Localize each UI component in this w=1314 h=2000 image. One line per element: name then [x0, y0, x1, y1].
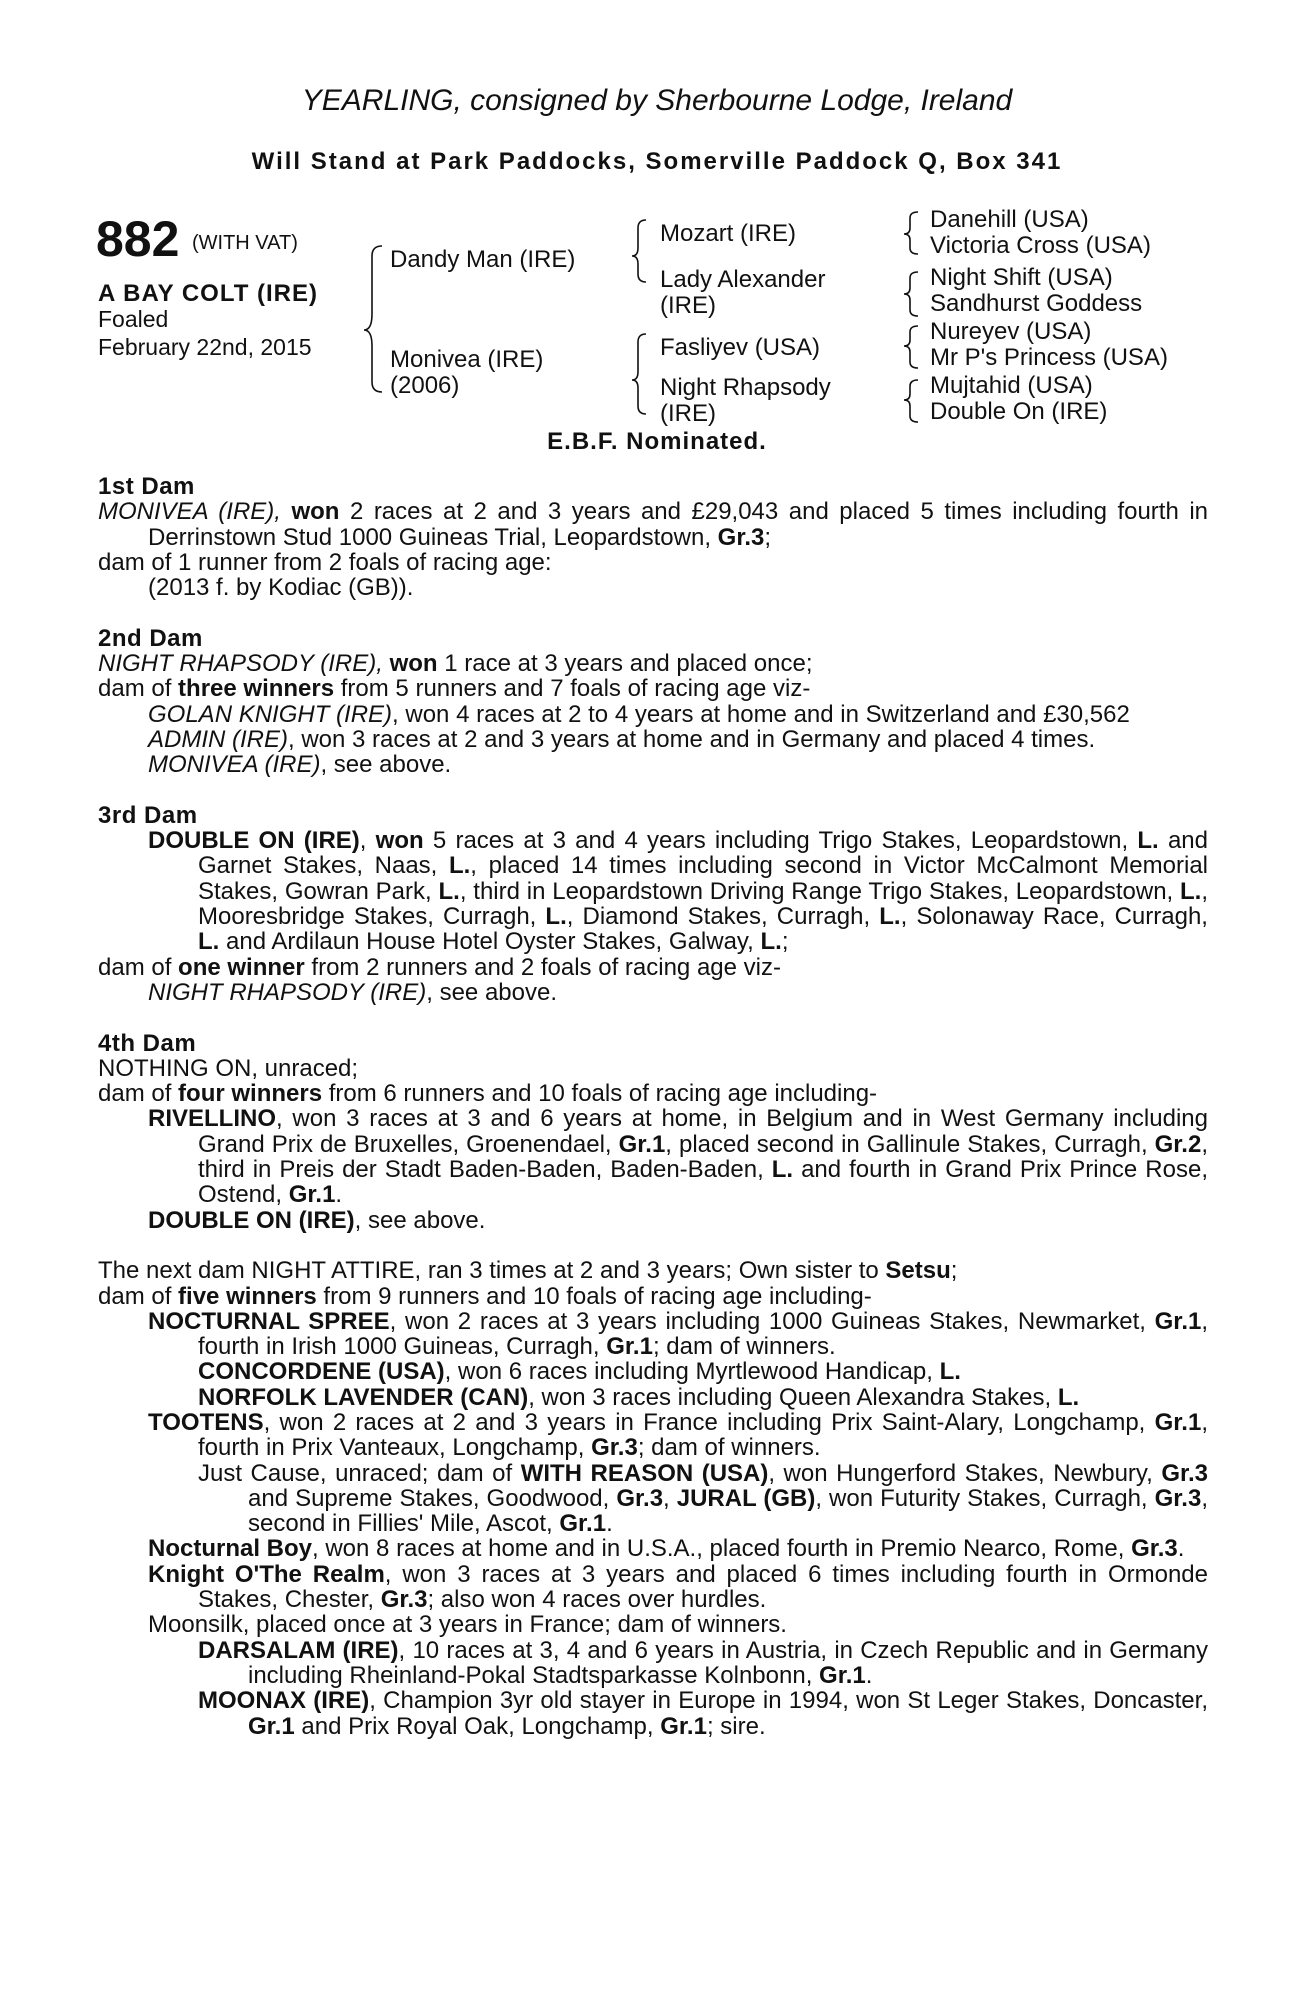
entry-text: .	[865, 1661, 873, 1689]
entry-text: 1 race at 3 years and placed once;	[437, 650, 813, 678]
entry-text: and Prix Royal Oak, Longchamp,	[294, 1712, 661, 1740]
entry-text: dam of	[98, 675, 179, 703]
entry-text: MOONAX (IRE)	[198, 1687, 370, 1715]
ebf-nomination: E.B.F. Nominated.	[547, 428, 767, 455]
entry-text: .	[606, 1510, 613, 1538]
entry-text: won	[375, 827, 424, 855]
entry-text: .	[1177, 1535, 1185, 1563]
entry-text: Setsu	[885, 1257, 951, 1285]
entry-line	[98, 752, 1208, 777]
entry-text: one winner	[178, 953, 305, 981]
entry-text: , won 2 races at 3 years including 1000 Guineas Stakes, Newmarket,	[389, 1307, 1155, 1335]
entry-line	[98, 1461, 1208, 1537]
entry-text: , won 3 races including Queen Alexandra Stakes,	[528, 1383, 1058, 1411]
dam-name: Monivea (IRE)	[390, 346, 544, 373]
dam-section	[98, 803, 1208, 1005]
entry-line	[98, 1081, 1208, 1106]
entry-text: Gr.1	[618, 1130, 666, 1158]
dam-section	[98, 474, 1208, 600]
pedigree-brackets	[0, 0, 1314, 440]
entry-text: , won 8 races at home and in U.S.A., placed fourth in Premio Nearco, Rome,	[312, 1535, 1132, 1563]
pedigree-gen2-name: Night Rhapsody	[660, 374, 831, 401]
entry-text: , see above.	[320, 751, 452, 779]
entry-text: , won 2 races at 2 and 3 years in France including Prix Saint-Alary, Longchamp,	[263, 1408, 1155, 1436]
entry-text: won	[389, 650, 438, 678]
entry-line	[98, 550, 1208, 575]
entry-line	[98, 980, 1208, 1005]
entry-text: , won 6 races including Myrtlewood Handicap,	[444, 1358, 940, 1386]
entry-text: from 6 runners and 10 foals of racing age including-	[322, 1080, 878, 1108]
pedigree-gen2-name: (IRE)	[660, 400, 716, 427]
entry-text: Gr.2	[1154, 1130, 1202, 1158]
entry-text: , third in Preis der Stadt Baden-Baden, Baden-Baden,	[198, 1130, 1208, 1184]
entry-text: NOCTURNAL SPREE	[148, 1307, 390, 1335]
entry-text: , fourth in Irish 1000 Guineas, Curragh,	[198, 1307, 1209, 1361]
section-heading: 4th Dam	[98, 1029, 197, 1057]
entry-text: and fourth in Grand Prix Prince Rose, Ostend,	[198, 1156, 1208, 1209]
entry-text: ,	[359, 827, 376, 855]
vat-note: (WITH VAT)	[192, 232, 298, 254]
pedigree-gen2-name: Mozart (IRE)	[660, 220, 797, 247]
entry-text: Gr.1	[1154, 1307, 1202, 1335]
entry-line	[98, 575, 1208, 600]
entry-text: , won 3 races at 2 and 3 years at home and in Germany and placed 4 times.	[288, 725, 1096, 753]
entry-text: L.	[1137, 827, 1159, 855]
entry-text: ; dam of winners.	[637, 1434, 821, 1462]
entry-line	[98, 1562, 1208, 1613]
entry-text: Gr.3	[591, 1434, 638, 1462]
entry-text: L.	[1057, 1383, 1080, 1411]
entry-line	[98, 1258, 1208, 1283]
entry-text: MONIVEA (IRE)	[148, 751, 321, 779]
entry-line	[98, 1106, 1208, 1207]
dam-section	[98, 1031, 1208, 1233]
entry-text: , Diamond Stakes, Curragh,	[566, 903, 880, 931]
entry-text: DOUBLE ON (IRE)	[148, 827, 360, 855]
entry-text: dam of	[98, 1080, 179, 1108]
section-gap	[98, 600, 1208, 625]
entry-text: CONCORDENE (USA)	[198, 1358, 445, 1386]
entry-text: TOOTENS	[148, 1408, 264, 1436]
pedigree-gen3-name: Mujtahid (USA)	[930, 372, 1093, 399]
entry-text: , second in Fillies' Mile, Ascot,	[248, 1484, 1208, 1538]
entry-line	[98, 1638, 1208, 1689]
entry-text: ; sire.	[706, 1712, 766, 1740]
entry-text: DOUBLE ON (IRE)	[148, 1206, 355, 1234]
entry-text: from 2 runners and 2 foals of racing age viz-	[304, 953, 781, 981]
entry-text: , fourth in Prix Vanteaux, Longchamp,	[198, 1408, 1208, 1462]
dam-history	[98, 474, 1208, 1739]
entry-text: L.	[198, 928, 220, 956]
entry-line	[98, 1536, 1208, 1561]
entry-text: Gr.1	[559, 1510, 607, 1538]
entry-text: , won Hungerford Stakes, Newbury,	[768, 1459, 1162, 1487]
entry-text: .	[335, 1181, 343, 1209]
page-title: YEARLING, consigned by Sherbourne Lodge, Ireland	[301, 84, 1013, 117]
entry-text: and Supreme Stakes, Goodwood,	[248, 1484, 617, 1512]
entry-text: The next dam NIGHT ATTIRE, ran 3 times at 2 and 3 years; Own sister to	[98, 1257, 886, 1285]
entry-text: , won Futurity Stakes, Curragh,	[815, 1484, 1155, 1512]
entry-text: Gr.3	[616, 1484, 664, 1512]
entry-text: Gr.1	[660, 1712, 707, 1740]
entry-text: Just Cause, unraced; dam of	[198, 1459, 521, 1487]
dam-section	[98, 1258, 1208, 1739]
pedigree-gen2-name: Fasliyev (USA)	[660, 334, 821, 361]
entry-text: Knight O'The Realm	[148, 1560, 385, 1588]
entry-text: L.	[448, 852, 471, 880]
entry-text: NIGHT RHAPSODY (IRE)	[148, 978, 427, 1006]
entry-text: L.	[438, 877, 460, 905]
entry-text: ,	[663, 1484, 677, 1512]
entry-text: and Ardilaun House Hotel Oyster Stakes, Galway,	[219, 928, 761, 956]
entry-text: (2013 f. by Kodiac (GB)).	[148, 574, 414, 602]
entry-text: L.	[1180, 877, 1202, 905]
entry-text: Gr.1	[1154, 1408, 1202, 1436]
sire-name: Dandy Man (IRE)	[390, 246, 576, 273]
pedigree-gen3-name: Danehill (USA)	[930, 206, 1089, 233]
entry-text: ADMIN (IRE)	[148, 725, 288, 753]
entry-text: Gr.1	[606, 1333, 653, 1361]
section-heading: 2nd Dam	[98, 624, 203, 652]
entry-line	[98, 1284, 1208, 1309]
lot-number: 882	[96, 211, 180, 267]
entry-text: L.	[545, 903, 567, 931]
entry-text: , 10 races at 3, 4 and 6 years in Austria, in Czech Republic and in Germany including Rheinland-Pokal Stadtsparkasse Kolnbonn,	[248, 1636, 1208, 1689]
entry-text: Gr.1	[248, 1712, 295, 1740]
entry-line	[98, 1612, 1208, 1637]
entry-text: , Solonaway Race, Curragh,	[900, 903, 1208, 931]
entry-text: four winners	[178, 1080, 323, 1108]
entry-text: five winners	[178, 1282, 317, 1310]
entry-text: L.	[879, 903, 901, 931]
entry-text: Gr.1	[288, 1181, 336, 1209]
pedigree-gen2-name: (IRE)	[660, 292, 716, 319]
entry-text: ;	[781, 928, 789, 956]
entry-text: Gr.3	[717, 523, 765, 551]
entry-text: Gr.3	[1131, 1535, 1178, 1563]
entry-line	[98, 702, 1208, 727]
section-gap	[98, 1005, 1208, 1030]
entry-line	[98, 1688, 1208, 1739]
dam-year: (2006)	[390, 372, 460, 399]
entry-text: , won 3 races at 3 years and placed 6 times including fourth in Ormonde Stakes, Chester,	[198, 1560, 1208, 1614]
entry-text: , Mooresbridge Stakes, Curragh,	[198, 877, 1209, 931]
entry-line	[98, 727, 1208, 752]
entry-text: Gr.1	[819, 1661, 866, 1689]
entry-text: 5 races at 3 and 4 years including Trigo Stakes, Leopardstown,	[423, 827, 1138, 855]
entry-text: from 9 runners and 10 foals of racing age including-	[316, 1282, 872, 1310]
section-heading: 3rd Dam	[98, 801, 198, 829]
entry-text: ;	[764, 523, 772, 551]
entry-line	[98, 499, 1208, 550]
entry-line	[98, 1410, 1208, 1461]
entry-line	[98, 1056, 1208, 1081]
entry-line	[98, 955, 1208, 980]
entry-line	[98, 676, 1208, 701]
entry-text: L.	[771, 1156, 794, 1184]
pedigree-gen3-name: Victoria Cross (USA)	[930, 232, 1151, 259]
entry-text: from 5 runners and 7 foals of racing age viz-	[334, 675, 811, 703]
entry-line	[98, 828, 1208, 954]
entry-text: , placed 14 times including second in Victor McCalmont Memorial Stakes, Gowran Park,	[198, 852, 1208, 905]
entry-text: Gr.3	[380, 1586, 428, 1614]
entry-text: 2 races at 2 and 3 years and £29,043 and placed 5 times including fourth in Derrinstown Stud 1000 Guineas Trial, Leopardstown,	[148, 498, 1209, 551]
section-heading: 1st Dam	[98, 473, 195, 500]
entry-text: won	[291, 498, 340, 526]
dam-section	[98, 626, 1208, 778]
entry-text: , won 4 races at 2 to 4 years at home and in Switzerland and £30,562	[392, 700, 1130, 728]
pedigree-gen3-name: Sandhurst Goddess	[930, 290, 1143, 317]
section-gap	[98, 1233, 1208, 1258]
lot-description: A BAY COLT (IRE)	[98, 280, 319, 307]
entry-line	[98, 651, 1208, 676]
entry-text: , placed second in Gallinule Stakes, Curragh,	[665, 1130, 1155, 1158]
page-subtitle: Will Stand at Park Paddocks, Somerville Paddock Q, Box 341	[251, 148, 1063, 175]
entry-text: L.	[939, 1358, 961, 1386]
entry-line	[98, 1385, 1208, 1410]
entry-text: dam of	[98, 1282, 179, 1310]
entry-text: L.	[760, 928, 782, 956]
entry-text: , Champion 3yr old stayer in Europe in 1994, won St Leger Stakes, Doncaster,	[369, 1687, 1208, 1715]
entry-text: JURAL (GB)	[676, 1484, 816, 1512]
entry-text: ; also won 4 races over hurdles.	[427, 1586, 767, 1614]
entry-text: NIGHT RHAPSODY (IRE),	[98, 650, 390, 678]
pedigree-gen3-name: Mr P's Princess (USA)	[930, 344, 1168, 371]
entry-text: three winners	[178, 675, 335, 703]
entry-text: Moonsilk, placed once at 3 years in France; dam of winners.	[148, 1611, 787, 1639]
entry-text: DARSALAM (IRE)	[198, 1636, 399, 1664]
pedigree-gen3-name: Double On (IRE)	[930, 398, 1108, 425]
entry-text: Nocturnal Boy	[148, 1535, 313, 1563]
foaled-date: February 22nd, 2015	[98, 334, 312, 360]
entry-text: , third in Leopardstown Driving Range Trigo Stakes, Leopardstown,	[459, 877, 1181, 905]
entry-text: MONIVEA (IRE),	[98, 498, 292, 526]
pedigree-gen3-name: Night Shift (USA)	[930, 264, 1113, 291]
entry-text: dam of	[98, 953, 179, 981]
entry-text: Gr.3	[1154, 1484, 1202, 1512]
entry-text: WITH REASON (USA)	[520, 1459, 769, 1487]
entry-text: GOLAN KNIGHT (IRE)	[148, 700, 393, 728]
entry-line	[98, 1208, 1208, 1233]
entry-text: NORFOLK LAVENDER (CAN)	[198, 1383, 529, 1411]
entry-text: and Garnet Stakes, Naas,	[198, 827, 1208, 880]
section-gap	[98, 778, 1208, 803]
entry-text: NOTHING ON, unraced;	[98, 1054, 359, 1082]
entry-text: ;	[950, 1257, 958, 1285]
entry-text: dam of 1 runner from 2 foals of racing age:	[98, 548, 552, 576]
entry-text: RIVELLINO	[148, 1105, 277, 1133]
entry-text: , see above.	[354, 1206, 486, 1234]
entry-line	[98, 1359, 1208, 1384]
pedigree-gen2-name: Lady Alexander	[660, 266, 826, 293]
entry-text: ; dam of winners.	[652, 1333, 836, 1361]
entry-line	[98, 1309, 1208, 1360]
foaled-label: Foaled	[98, 306, 169, 332]
entry-text: Gr.3	[1161, 1459, 1209, 1487]
pedigree-gen3-name: Nureyev (USA)	[930, 318, 1092, 345]
entry-text: , won 3 races at 3 and 6 years at home, in Belgium and in West Germany including Grand Prix de Bruxelles, Groenendael,	[198, 1105, 1208, 1158]
entry-text: , see above.	[426, 978, 558, 1006]
